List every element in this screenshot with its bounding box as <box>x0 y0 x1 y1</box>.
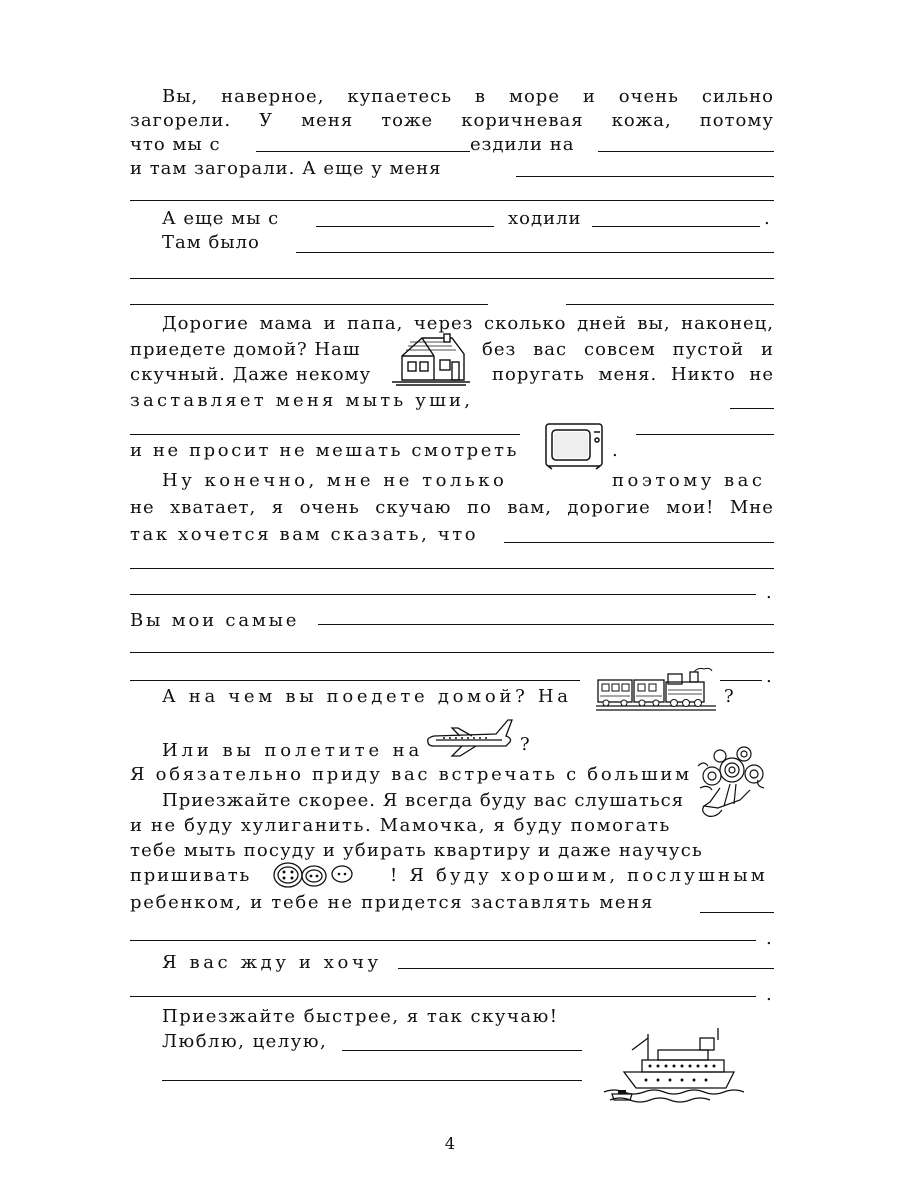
p7-line1: Я вас жду и хочу <box>162 952 382 973</box>
period: . <box>766 582 773 603</box>
period: . <box>766 984 773 1005</box>
blank-line[interactable] <box>130 200 774 201</box>
word: наконец, <box>681 313 774 334</box>
word: тоже <box>381 110 434 131</box>
p4-line3: так хочется вам сказать, что <box>130 524 479 545</box>
word: в <box>474 86 487 107</box>
tv-icon <box>544 420 606 470</box>
blank-line[interactable] <box>256 151 470 152</box>
blank-line[interactable] <box>318 624 774 625</box>
word: Вы, <box>162 86 199 107</box>
p1-line3a: что мы с <box>130 134 221 155</box>
word: поругать <box>492 364 585 385</box>
word: Мне <box>729 497 774 518</box>
period: . <box>612 440 619 461</box>
blank-line[interactable] <box>130 278 774 279</box>
p3-line3b <box>492 364 774 386</box>
word: папа, <box>347 313 404 334</box>
blank-line[interactable] <box>130 304 488 305</box>
p5-line1: Вы мои самые <box>130 610 300 631</box>
word: загорели. <box>130 110 232 131</box>
word: сколько <box>484 313 567 334</box>
period: . <box>766 666 773 687</box>
word: потому <box>699 110 774 131</box>
word: совсем <box>583 339 656 360</box>
word: дорогие <box>567 497 651 518</box>
blank-line[interactable] <box>130 434 520 435</box>
word: наверное, <box>221 86 325 107</box>
word: дней <box>577 313 627 334</box>
blank-line[interactable] <box>504 542 774 543</box>
word: кожа, <box>611 110 672 131</box>
word: меня. <box>598 364 658 385</box>
word: очень <box>299 497 360 518</box>
blank-line[interactable] <box>636 434 774 435</box>
p4-line2 <box>130 497 774 519</box>
blank-line[interactable] <box>130 996 756 997</box>
word: море <box>508 86 560 107</box>
word: скучаю <box>375 497 452 518</box>
word: не <box>749 364 774 385</box>
p6-line1a: А на чем вы поедете домой? На <box>162 686 572 707</box>
word: мама <box>259 313 313 334</box>
buttons-icon <box>270 858 358 892</box>
word: сильно <box>701 86 774 107</box>
word: Никто <box>670 364 736 385</box>
blank-line[interactable] <box>162 1080 582 1081</box>
p6-line8: ребенком, и тебе не придется заставлять меня <box>130 892 655 913</box>
p6-line4: Приезжайте скорее. Я всегда буду вас слушаться <box>162 790 685 811</box>
p8-line2: Люблю, целую, <box>162 1031 328 1052</box>
word: У <box>259 110 274 131</box>
word: через <box>413 313 474 334</box>
word: коричневая <box>461 110 584 131</box>
word: вам, <box>507 497 552 518</box>
word: и <box>760 339 774 360</box>
p6-line7a: пришивать <box>130 865 252 886</box>
p4-line1b: поэтому вас <box>612 470 766 491</box>
p3-line3a: скучный. Даже некому <box>130 364 372 385</box>
p3-line2b <box>482 339 774 361</box>
blank-line[interactable] <box>730 408 774 409</box>
blank-line[interactable] <box>130 568 774 569</box>
p6-line6: тебе мыть посуду и убирать квартиру и даже научусь <box>130 840 703 861</box>
blank-line[interactable] <box>700 912 774 913</box>
word: Дорогие <box>162 313 249 334</box>
word: не <box>130 497 155 518</box>
word: мои! <box>666 497 715 518</box>
blank-line[interactable] <box>342 1050 582 1051</box>
airplane-icon <box>422 716 516 758</box>
p2-line1b: ходили <box>508 208 582 229</box>
ship-icon <box>602 1026 746 1108</box>
word: я <box>271 497 285 518</box>
house-icon <box>388 332 472 388</box>
word: и <box>582 86 596 107</box>
word: пустой <box>672 339 745 360</box>
word: хватает, <box>170 497 257 518</box>
word: и <box>323 313 337 334</box>
p3-line2a: приедете домой? Наш <box>130 339 361 360</box>
blank-line[interactable] <box>130 594 756 595</box>
p6-line2a: Или вы полетите на <box>162 740 424 761</box>
word: очень <box>618 86 679 107</box>
p1-line1 <box>162 86 774 108</box>
p1-line2 <box>130 110 774 132</box>
blank-line[interactable] <box>566 304 774 305</box>
p6-line3: Я обязательно приду вас встречать с большим <box>130 764 692 785</box>
word: купаетесь <box>347 86 453 107</box>
blank-line[interactable] <box>592 226 760 227</box>
blank-line[interactable] <box>130 940 756 941</box>
train-icon <box>594 666 720 714</box>
period: . <box>764 208 771 229</box>
flowers-icon <box>690 744 774 828</box>
p3-line5: и не просит не мешать смотреть <box>130 440 519 461</box>
p1-line4: и там загорали. А еще у меня <box>130 158 442 179</box>
blank-line[interactable] <box>398 968 774 969</box>
word: вас <box>533 339 568 360</box>
page-number: 4 <box>444 1134 456 1153</box>
p2-line2: Там было <box>162 232 260 253</box>
p8-line1: Приезжайте быстрее, я так скучаю! <box>162 1006 559 1027</box>
word: меня <box>301 110 354 131</box>
blank-line[interactable] <box>130 652 774 653</box>
p6-line7b: ! Я буду хорошим, послушным <box>390 865 768 886</box>
blank-line[interactable] <box>130 680 580 681</box>
word: без <box>482 339 517 360</box>
question-mark: ? <box>724 686 735 707</box>
period: . <box>766 928 773 949</box>
word: вы, <box>637 313 671 334</box>
blank-line[interactable] <box>720 680 762 681</box>
blank-line[interactable] <box>316 226 494 227</box>
p6-line5: и не буду хулиганить. Мамочка, я буду помогать <box>130 815 671 836</box>
p3-line4: заставляет меня мыть уши, <box>130 390 474 411</box>
blank-line[interactable] <box>296 252 774 253</box>
question-mark: ? <box>520 734 531 755</box>
p2-line1a: А еще мы с <box>162 208 280 229</box>
p1-line3b: ездили на <box>470 134 575 155</box>
p4-line1a: Ну конечно, мне не только <box>162 470 508 491</box>
blank-line[interactable] <box>516 176 774 177</box>
blank-line[interactable] <box>598 151 774 152</box>
word: по <box>466 497 492 518</box>
